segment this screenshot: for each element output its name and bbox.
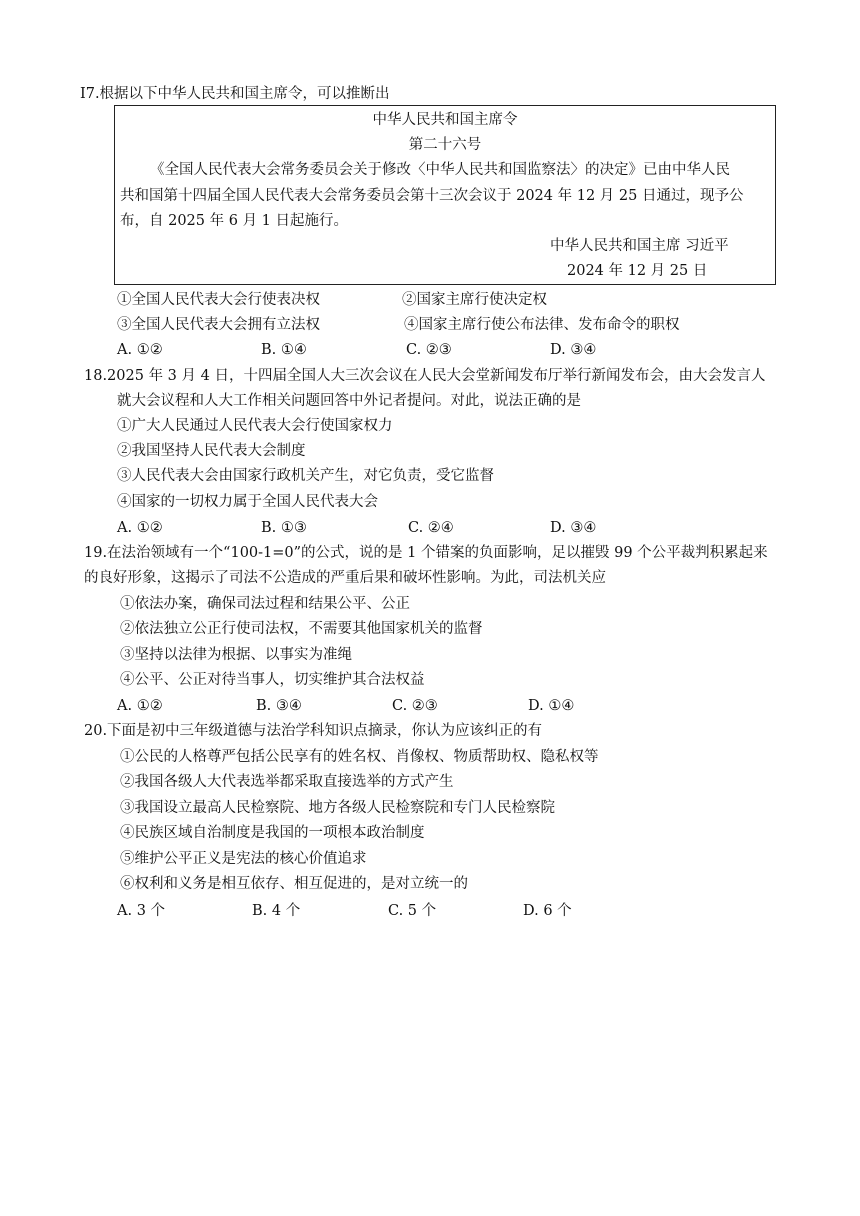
q19-stem-line2: 的良好形象，这揭示了司法不公造成的严重后果和破坏性影响。为此，司法机关应 bbox=[84, 570, 606, 586]
q20-option-a[interactable]: A. 3 个 bbox=[117, 903, 166, 919]
decree-signature: 中华人民共和国主席 习近平 bbox=[550, 238, 729, 254]
decree-body-line2: 共和国第十四届全国人民代表大会常务委员会第十三次会议于 2024 年 12 月 25 日通过，现予公 bbox=[120, 188, 744, 204]
q19-item-1: ①依法办案，确保司法过程和结果公平、公正 bbox=[120, 596, 410, 612]
q20-item-1: ①公民的人格尊严包括公民享有的姓名权、肖像权、物质帮助权、隐私权等 bbox=[120, 749, 599, 765]
q17-option-c[interactable]: C. ②③ bbox=[406, 342, 452, 358]
q18-option-d[interactable]: D. ③④ bbox=[550, 520, 597, 536]
q18-option-a[interactable]: A. ①② bbox=[117, 520, 163, 536]
decree-body-line3: 布，自 2025 年 6 月 1 日起施行。 bbox=[120, 213, 349, 229]
q19-option-a[interactable]: A. ①② bbox=[117, 698, 163, 714]
q18-item-3: ③人民代表大会由国家行政机关产生，对它负责，受它监督 bbox=[117, 468, 494, 484]
q18-item-1: ①广大人民通过人民代表大会行使国家权力 bbox=[117, 418, 393, 434]
q20-option-d[interactable]: D. 6 个 bbox=[523, 903, 572, 919]
q18-item-4: ④国家的一切权力属于全国人民代表大会 bbox=[117, 494, 378, 510]
q18-option-c[interactable]: C. ②④ bbox=[408, 520, 454, 536]
q19-stem-line1: 19.在法治领域有一个“100-1=0”的公式，说的是 1 个错案的负面影响，足以摧毁 99 个公平裁判积累起来 bbox=[84, 545, 768, 561]
q17-item-4: ④国家主席行使公布法律、发布命令的职权 bbox=[404, 317, 680, 333]
q18-option-b[interactable]: B. ①③ bbox=[261, 520, 307, 536]
decree-number: 第二十六号 bbox=[408, 137, 482, 153]
q20-item-4: ④民族区域自治制度是我国的一项根本政治制度 bbox=[120, 825, 425, 841]
decree-body-line1: 《全国人民代表大会常务委员会关于修改〈中华人民共和国监察法〉的决定》已由中华人民 bbox=[150, 162, 730, 178]
q17-stem: I7.根据以下中华人民共和国主席令，可以推断出 bbox=[80, 86, 390, 102]
q19-option-b[interactable]: B. ③④ bbox=[256, 698, 302, 714]
q20-item-6: ⑥权利和义务是相互依存、相互促进的，是对立统一的 bbox=[120, 876, 468, 892]
q18-item-2: ②我国坚持人民代表大会制度 bbox=[117, 443, 306, 459]
q18-stem-line2: 就大会议程和人大工作相关问题回答中外记者提问。对此，说法正确的是 bbox=[117, 393, 581, 409]
q17-option-a[interactable]: A. ①② bbox=[117, 342, 163, 358]
q20-option-b[interactable]: B. 4 个 bbox=[252, 903, 301, 919]
decree-date: 2024 年 12 月 25 日 bbox=[567, 263, 708, 279]
decree-title: 中华人民共和国主席令 bbox=[372, 112, 518, 128]
q19-option-d[interactable]: D. ①④ bbox=[528, 698, 575, 714]
q17-item-1: ①全国人民代表大会行使表决权 bbox=[117, 292, 320, 308]
q20-item-2: ②我国各级人大代表选举都采取直接选举的方式产生 bbox=[120, 774, 454, 790]
q17-item-3: ③全国人民代表大会拥有立法权 bbox=[117, 317, 320, 333]
q20-item-3: ③我国设立最高人民检察院、地方各级人民检察院和专门人民检察院 bbox=[120, 800, 555, 816]
q19-item-3: ③坚持以法律为根据、以事实为准绳 bbox=[120, 647, 352, 663]
q20-option-c[interactable]: C. 5 个 bbox=[388, 903, 437, 919]
q19-option-c[interactable]: C. ②③ bbox=[392, 698, 438, 714]
q19-item-2: ②依法独立公正行使司法权，不需要其他国家机关的监督 bbox=[120, 621, 483, 637]
q20-item-5: ⑤维护公平正义是宪法的核心价值追求 bbox=[120, 851, 367, 867]
q17-item-2: ②国家主席行使决定权 bbox=[402, 292, 547, 308]
q20-stem: 20.下面是初中三年级道德与法治学科知识点摘录，你认为应该纠正的有 bbox=[84, 723, 543, 739]
q19-item-4: ④公平、公正对待当事人，切实维护其合法权益 bbox=[120, 672, 425, 688]
q18-stem-line1: 18.2025 年 3 月 4 日，十四届全国人大三次会议在人民大会堂新闻发布厅举行新闻发布会，由大会发言人 bbox=[84, 368, 766, 384]
q17-option-b[interactable]: B. ①④ bbox=[261, 342, 307, 358]
q17-option-d[interactable]: D. ③④ bbox=[550, 342, 597, 358]
